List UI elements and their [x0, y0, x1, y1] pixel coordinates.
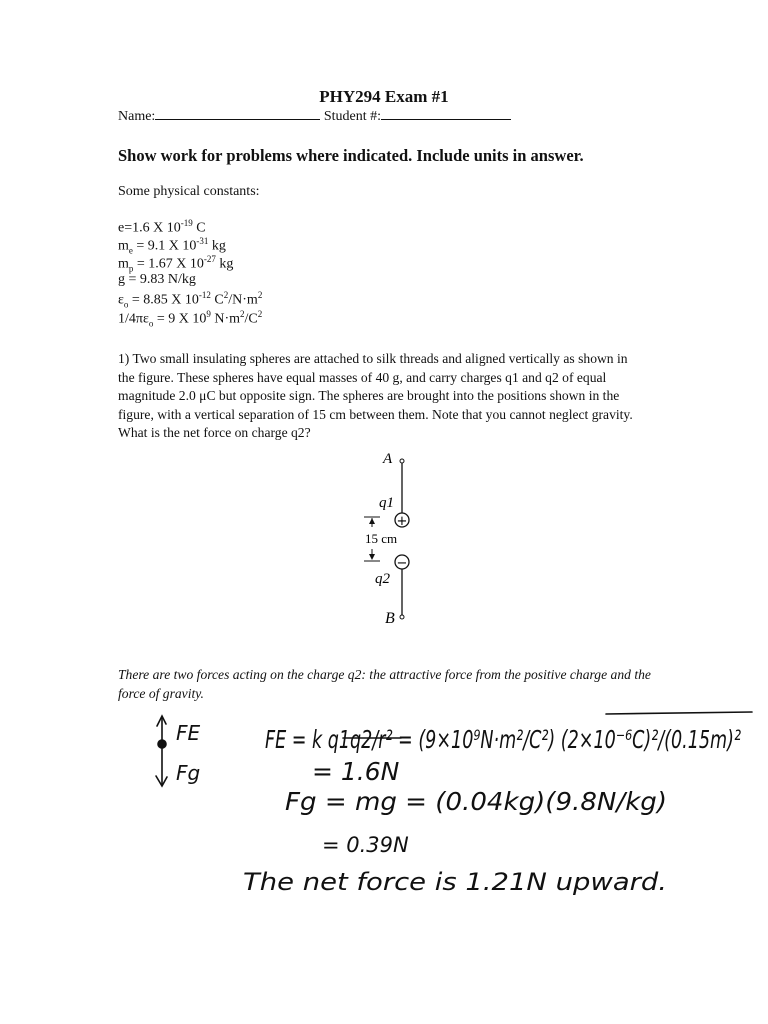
constant-epsilon: $\varepsilon_o = 8.85$ X $10^{-12}$ $C^2/N\cdot m^2$ [118, 290, 263, 310]
instructions: Show work for problems where indicated. Include units in answer. [118, 146, 584, 165]
free-body-dot [158, 740, 166, 748]
fe-label: FE [176, 721, 201, 745]
constant-g: g = 9.83 N/kg [118, 272, 196, 287]
constants-heading: Some physical constants: [118, 184, 260, 199]
label-b: B [385, 610, 395, 627]
label-a: A [383, 451, 393, 467]
problem-number: 1) [118, 351, 130, 366]
fg-equation: Fg = mg = (0.04kg)(9.8N/kg) [285, 787, 667, 816]
separation-label: 15 cm [365, 531, 398, 546]
name-label: Name: [118, 109, 156, 124]
plus-sign: + [396, 514, 408, 529]
fg-result: = 0.39N [322, 833, 409, 857]
label-q2: q2 [375, 571, 390, 587]
solution-intro: There are two forces acting on the charge q2: the attractive force from the positive charge and the force of gravity. [118, 667, 651, 701]
constant-me: $m_e = 9.1$ X $10^{-31}$ kg [118, 236, 226, 256]
student-label: Student #: [323, 109, 381, 124]
constant-k: $1/4\pi\varepsilon_o = 9$ X $10^9$ $N\cdot m^2/C^2$ [118, 309, 263, 329]
conclusion: The net force is 1.21N upward. [243, 868, 667, 896]
fg-label: Fg [176, 761, 201, 785]
fraction-bar-c [606, 712, 752, 714]
constant-mp: $m_p = 1.67$ X $10^{-27}$ kg [118, 254, 234, 274]
fe-result: = 1.6N [312, 757, 400, 786]
label-q1: q1 [379, 495, 394, 511]
fe-equation: FE = k q1q2/r² = (9×10⁹N·m²/C²) (2×10⁻⁶C)²/(0.15m)² [265, 725, 741, 754]
constant-e: e=1.6 X $10^{-19}$ C [118, 218, 206, 236]
problem-text: Two small insulating spheres are attached to silk threads and aligned vertically as shown in the figure. These spheres have equal masses of 40 g, and carry charges q1 and q2 of equal magnitude 2.0 μC but opposite sign. The spheres are brought into the positions shown in the figure, with a vertical separation of 15 cm between them. Note that you cannot neglect gravity. What is the net force on charge q2? [118, 351, 633, 441]
minus-sign: − [396, 556, 408, 571]
exam-title: PHY294 Exam #1 [319, 87, 449, 106]
